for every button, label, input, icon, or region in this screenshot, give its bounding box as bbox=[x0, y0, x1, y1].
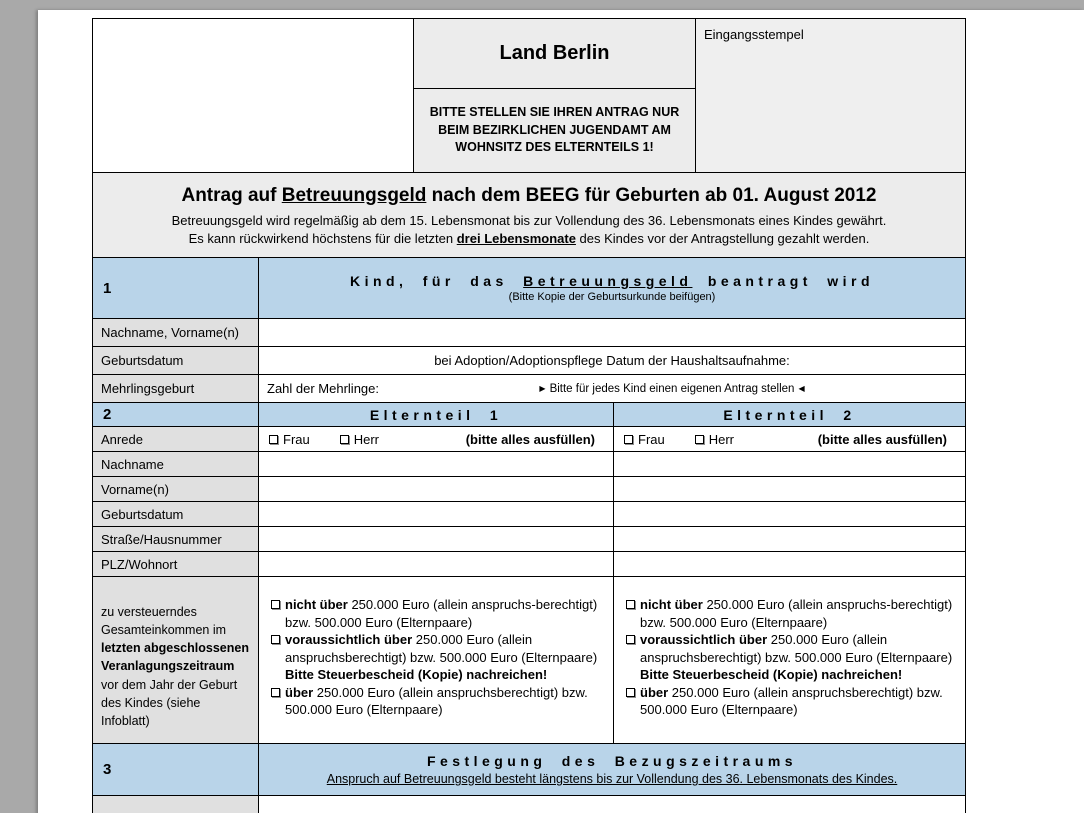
income-option-2-text: voraussichtlich über 250.000 Euro (allein anspruchsberechtigt) bzw. 500.000 Euro (Elternpaare) bbox=[285, 632, 598, 665]
section-3-number: 3 bbox=[103, 761, 112, 778]
multiple-count-label: Zahl der Mehrlinge: bbox=[267, 381, 379, 396]
income-option-2[interactable] bbox=[271, 631, 605, 666]
form-title: Antrag auf Betreuungsgeld nach dem BEEG für Geburten ab 01. August 2012 bbox=[181, 184, 877, 206]
fill-note: (bitte alles ausfüllen) bbox=[817, 431, 947, 447]
section-1-title-cell bbox=[258, 258, 965, 318]
parent2-income-opt3-checkbox[interactable] bbox=[626, 688, 635, 697]
steuer-note: Bitte Steuerbescheid (Kopie) nachreichen! bbox=[285, 667, 548, 683]
firstname-row bbox=[93, 477, 965, 502]
form-title-row bbox=[93, 173, 965, 258]
child-birthdate-label: Geburtsdatum bbox=[93, 347, 258, 374]
herr-label: Herr bbox=[353, 431, 380, 447]
section-3-subtitle: Anspruch auf Betreuungsgeld besteht längstens bis zur Vollendung des 36. Lebensmonats des Kindes. bbox=[326, 772, 898, 786]
child-name-input[interactable] bbox=[258, 319, 965, 346]
parent1-income-opt3-checkbox[interactable] bbox=[271, 688, 280, 697]
multiple-birth-label: Mehrlingsgeburt bbox=[93, 375, 258, 402]
anrede-row bbox=[93, 427, 965, 452]
entry-stamp-area bbox=[695, 19, 965, 172]
street-row bbox=[93, 527, 965, 552]
parent1-firstname-input[interactable] bbox=[258, 477, 613, 501]
parent1-lastname-input[interactable] bbox=[258, 452, 613, 476]
child-birthdate-row bbox=[93, 347, 965, 375]
authority-column bbox=[413, 19, 695, 172]
parent2-income-opt1-checkbox[interactable] bbox=[626, 600, 635, 609]
income-option-2[interactable] bbox=[626, 631, 957, 666]
form-subtitle-2: Es kann rückwirkend höchstens für die letzten drei Lebensmonate des Kindes vor der Antragstellung gezahlt werden. bbox=[188, 230, 870, 246]
parent2-lastname-input[interactable] bbox=[613, 452, 965, 476]
form-subtitle-1: Betreuungsgeld wird regelmäßig ab dem 15. Lebensmonat bis zur Vollendung des 36. Lebensmonats eines Kindes gewährt. bbox=[171, 212, 887, 228]
parent1-street-input[interactable] bbox=[258, 527, 613, 551]
parent2-income-opt2-checkbox[interactable] bbox=[626, 635, 635, 644]
income-option-1-text: nicht über 250.000 Euro (allein anspruchs-berechtigt) bzw. 500.000 Euro (Elternpaare) bbox=[285, 597, 598, 630]
parent1-city-input[interactable] bbox=[258, 552, 613, 576]
lastname-row bbox=[93, 452, 965, 477]
section-1-title: Kind, für das Betreuungsgeld beantragt wird bbox=[349, 273, 874, 289]
parent2-firstname-input[interactable] bbox=[613, 477, 965, 501]
income-row bbox=[93, 577, 965, 744]
parent2-city-input[interactable] bbox=[613, 552, 965, 576]
income-option-3-text: über 250.000 Euro (allein anspruchsberechtigt) bzw. 500.000 Euro (Elternpaare) bbox=[640, 684, 943, 718]
parent1-income-options bbox=[258, 577, 613, 743]
income-option-1[interactable] bbox=[626, 596, 957, 631]
logo-area bbox=[93, 19, 413, 172]
multiple-note: ▶ Bitte für jedes Kind einen eigenen Antrag stellen ◀ bbox=[539, 382, 805, 395]
arrow-right-icon: ▶ bbox=[539, 383, 546, 393]
section-3-header-row bbox=[93, 744, 965, 796]
parent-birthdate-label: Geburtsdatum bbox=[93, 502, 258, 526]
parent2-herr-checkbox[interactable] bbox=[695, 435, 704, 444]
adoption-note-cell[interactable] bbox=[258, 347, 965, 374]
income-option-1-text: nicht über 250.000 Euro (allein anspruchs-berechtigt) bzw. 500.000 Euro (Elternpaare) bbox=[640, 597, 953, 630]
section-1-subtitle: (Bitte Kopie der Geburtsurkunde beifügen) bbox=[508, 291, 716, 303]
income-option-2-text: voraussichtlich über 250.000 Euro (allein anspruchsberechtigt) bzw. 500.000 Euro (Elternpaare) bbox=[640, 632, 953, 665]
partial-row-label bbox=[93, 796, 258, 813]
section-1-number: 1 bbox=[103, 279, 112, 297]
partial-row bbox=[93, 796, 965, 813]
fill-note: (bitte alles ausfüllen) bbox=[465, 431, 595, 447]
income-option-1[interactable] bbox=[271, 596, 605, 631]
section-1-header-row bbox=[93, 258, 965, 319]
income-option-3-text: über 250.000 Euro (allein anspruchsberechtigt) bzw. 500.000 Euro (Elternpaare) bbox=[285, 684, 588, 718]
steuer-note: Bitte Steuerbescheid (Kopie) nachreichen! bbox=[640, 667, 903, 683]
document-page bbox=[38, 10, 1084, 813]
anrede-label: Anrede bbox=[93, 427, 258, 451]
submission-notice: BITTE STELLEN SIE IHREN ANTRAG NUR BEIM BEZIRKLICHEN JUGENDAMT AM WOHNSITZ DES ELTERNTEILS 1! bbox=[414, 89, 695, 172]
city-label: PLZ/Wohnort bbox=[93, 552, 258, 576]
parent-birthdate-row bbox=[93, 502, 965, 527]
parent2-street-input[interactable] bbox=[613, 527, 965, 551]
income-option-3[interactable] bbox=[271, 684, 605, 719]
section-2-number: 2 bbox=[103, 406, 112, 423]
herr-label: Herr bbox=[708, 431, 735, 447]
parent1-herr-checkbox[interactable] bbox=[340, 435, 349, 444]
section-3-title: Festlegung des Bezugszeitraums bbox=[426, 753, 798, 769]
arrow-left-icon: ◀ bbox=[798, 383, 805, 393]
form-header-row bbox=[93, 19, 965, 173]
child-name-label: Nachname, Vorname(n) bbox=[93, 319, 258, 346]
authority-title: Land Berlin bbox=[414, 19, 695, 89]
parent2-income-options bbox=[613, 577, 965, 743]
parent1-title: Elternteil 1 bbox=[258, 403, 613, 426]
income-option-3[interactable] bbox=[626, 684, 957, 719]
lastname-label: Nachname bbox=[93, 452, 258, 476]
section-3-title-cell bbox=[258, 744, 965, 795]
parent2-title: Elternteil 2 bbox=[613, 403, 965, 426]
street-label: Straße/Hausnummer bbox=[93, 527, 258, 551]
parent2-birthdate-input[interactable] bbox=[613, 502, 965, 526]
form-title-wrap bbox=[93, 183, 965, 247]
parent2-anrede-cell bbox=[613, 427, 965, 451]
frau-label: Frau bbox=[638, 431, 665, 447]
parent1-birthdate-input[interactable] bbox=[258, 502, 613, 526]
parent1-anrede-cell bbox=[258, 427, 613, 451]
entry-stamp-label: Eingangsstempel bbox=[704, 27, 804, 42]
partial-row-input[interactable] bbox=[258, 796, 965, 813]
income-label: zu versteuerndes Gesamteinkommen im letzten abgeschlossenen Veranlagungszeitraum vor dem Jahr der Geburt des Kindes (siehe Infoblatt) bbox=[93, 577, 258, 743]
firstname-label: Vorname(n) bbox=[93, 477, 258, 501]
frau-label: Frau bbox=[283, 431, 310, 447]
multiple-birth-input[interactable] bbox=[258, 375, 965, 402]
multiple-birth-row bbox=[93, 375, 965, 403]
child-name-row bbox=[93, 319, 965, 347]
section-2-header-row bbox=[93, 403, 965, 427]
application-form bbox=[92, 18, 966, 813]
adoption-note: bei Adoption/Adoptionspflege Datum der Haushaltsaufnahme: bbox=[434, 353, 790, 368]
parent2-frau-checkbox[interactable] bbox=[624, 435, 633, 444]
parent1-income-opt1-checkbox[interactable] bbox=[271, 600, 280, 609]
city-row bbox=[93, 552, 965, 577]
parent1-frau-checkbox[interactable] bbox=[269, 435, 278, 444]
parent1-income-opt2-checkbox[interactable] bbox=[271, 635, 280, 644]
